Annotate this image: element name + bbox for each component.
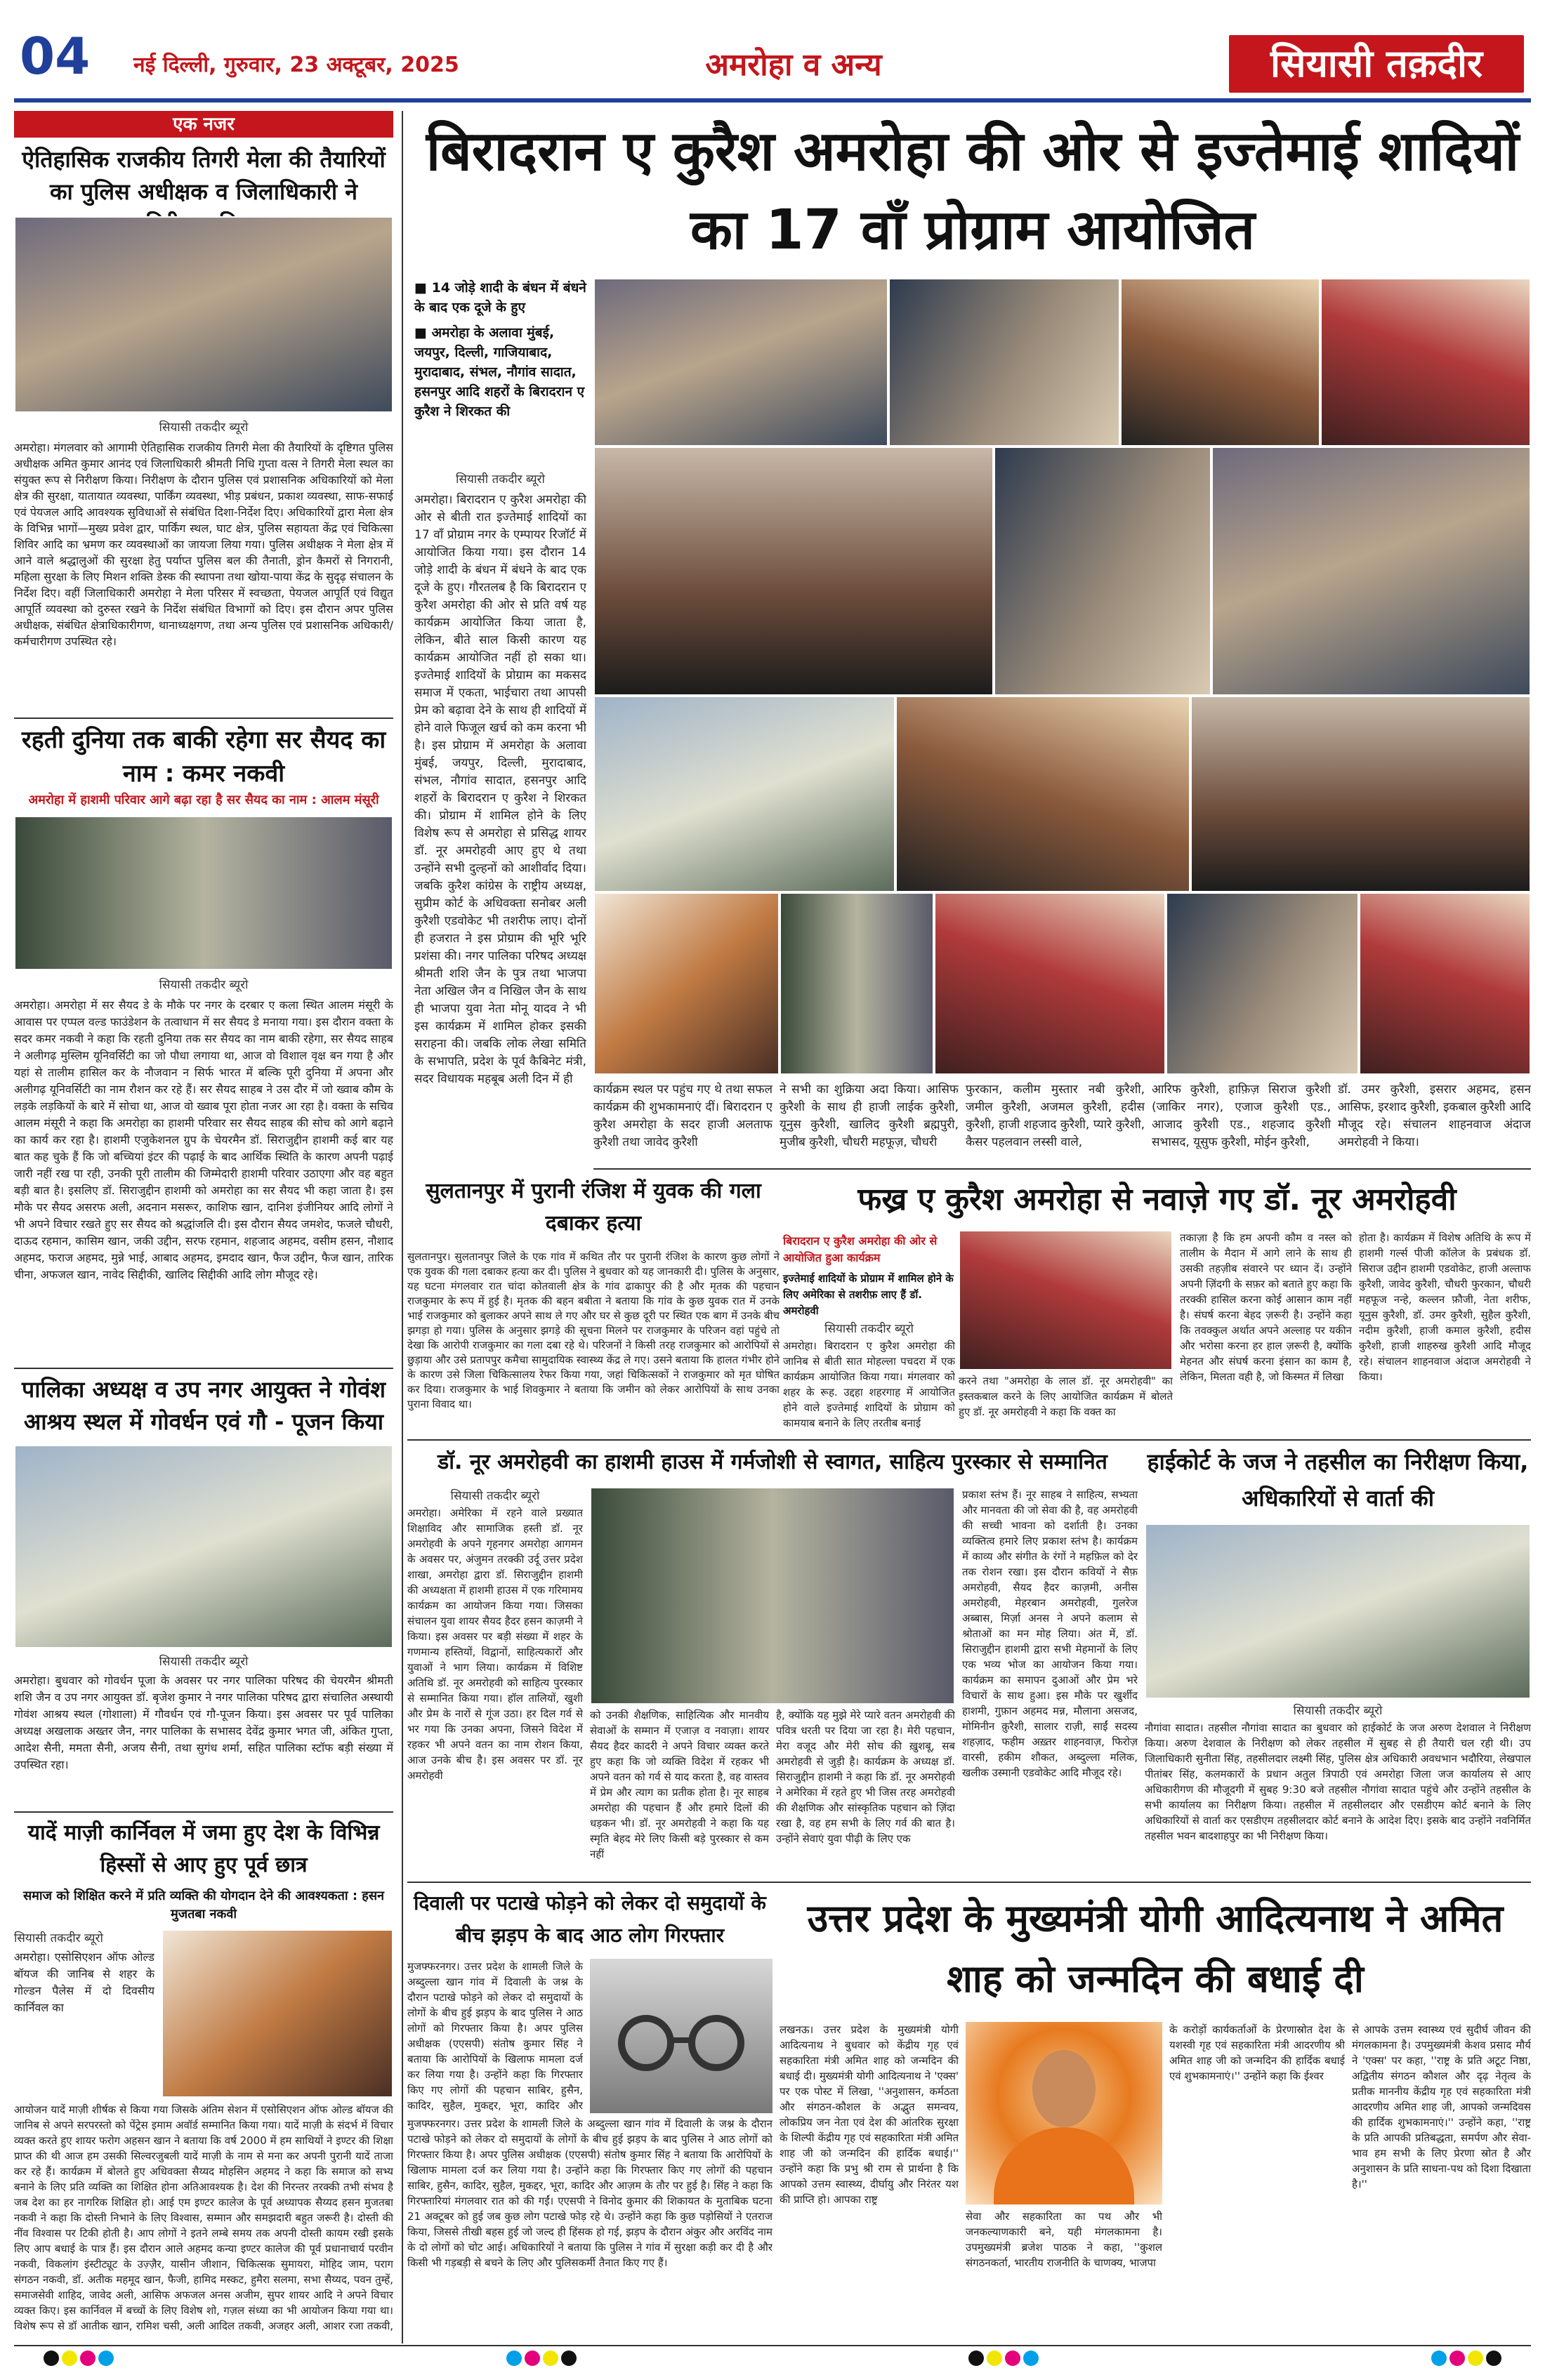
hashmi-body: अमरोहा। अमेरिका में रहने वाले प्रख्यात शिक्षाविद और सामाजिक हस्ती डॉ. नूर अमरोहवी के अपने गृहनगर अमरोहा आगमन के अवसर पर, अंजुमन तरक्की उर्दू उत्तर प्रदेश शाखा, अमरोहा द्वारा डॉ. सिराजुद्दीन हाशमी की अध्यक्षता में हाशमी हाउस में एक गरिमामय कार्यक्रम का आयोजन किया गया। जिसका संचालन युवा शायर सैयद हैदर हसन काज़मी ने किया। इस अवसर पर बड़ी संख्या में शहर के गणमान्य हस्तियों, विद्वानों, साहित्यकारों और युवाओं ने भाग लिया। कार्यक्रम में विशिष्ट अतिथि डॉ. नूर अमरोहवी को साहित्य पुरस्कार से सम्मानित किया गया। हॉल तालियों, खुशी और प्रेम के नारों से गूंज उठा। हर दिल गर्व से भर गया कि उनका अपना, जिसने विदेश में रहकर भी अपने वतन का नाम रोशन किया, आज उनके बीच है। इस अवसर पर डॉ. नूर अमरोहवी — [407, 1507, 583, 1782]
main-col5: आरिफ कुरैशी, हाफ़िज़ सिराज कुरैशी (जाकिर नगर), एजाज कुरैशी एड., आजाद कुरैशी एड., शहजाद कुरैशी सभासद, यूसुफ कुरैशी, मोईन कुरैशी, — [1152, 1083, 1331, 1149]
tigri-headline: ऐतिहासिक राजकीय तिगरी मेला की तैयारियों का पुलिस अधीक्षक व जिलाधिकारी ने — [22, 146, 386, 205]
column-divider — [402, 111, 403, 2343]
fakhr-subhead-2: इज्तेमाई शादियों के प्रोग्राम में शामिल होने के लिए अमेरिका से तशरीफ़ लाए हैं डॉ. अमरोहवी — [783, 1272, 954, 1317]
high-court-headline: हाईकोर्ट के जज ने तहसील का निरीक्षण किया, अधिकारियों से वार्ता की — [1147, 1448, 1529, 1512]
color-swatch — [505, 2351, 578, 2369]
divider — [14, 1811, 393, 1813]
sultanpur-body: सुलतानपुर। सुलतानपुर जिले के एक गांव में कथित तौर पर पुरानी रंजिश के कारण कुछ लोगों ने एक युवक की गला दबाकर हत्या कर दी। पुलिस ने बुधवार को यह जानकारी दी। पुलिस के अनुसार, यह घटना मंगलवार रात चांदा कोतवाली क्षेत्र के गांव ढाकापुर की है और मृतक की पहचान राजकुमार के रूप में हुई है। मृतक की बहन बबीता ने बताया कि गांव के कुछ युवक रात में उनके भाई राजकुमार को बुलाकर अपने साथ ले गए और घर से कुछ दूरी पर स्थित एक बाग में उनके बीच झगड़ा हो गया। पुलिस के अनुसार झगड़े की सूचना मिलने पर राजकुमार के परिजन वहां पहुंचे तो देखा कि आरोपी राजकुमार का गला दबा रहे थे। परिजनों ने किसी तरह राजकुमार को आरोपियों से छुड़ाया और उसे प्रतापपुर कमैचा सामुदायिक स्वास्थ्य केंद्र ले गए। उसने बताया कि हालत गंभीर होने के कारण उसे जिला चिकित्सालय रेफर किया गया, जहां चिकित्सकों ने राजकुमार को मृत घोषित कर दिया। राजकुमार के भाई शिवकुमार ने बताया कि जमीन को लेकर आरोपियों के साथ उनका पुराना विवाद था। — [407, 1250, 780, 1410]
palika-body: अमरोहा। बुधवार को गोवर्धन पूजा के अवसर पर नगर पालिका परिषद की चेयरमैन श्रीमती शशि जैन व उप नगर आयुक्त डॉ. बृजेश कुमार ने नगर पालिका परिषद द्वारा संचालित अस्थायी गोवंश आश्रय स्थल (गोशाला) में गौवर्धन एवं गौ-पूजन किया। इस अवसर पर पूर्व पालिका अध्यक्ष अखलाक अख्तर जैन, नगर पालिका के सभासद देवेंद्र कुमार भगत जी, अंकित गुप्ता, आदेश सैनी, ममता सैनी, अजय सैनी, तथा सुगंध शर्मा, सहित पालिका स्टॉफ बड़ी संख्या में उपस्थित रहा। — [14, 1674, 393, 1771]
divider — [14, 1368, 393, 1369]
carnival-headline: यादें माज़ी कार्निवल में जमा हुए देश के विभिन्न हिस्सों से आए हुए पूर्व छात्र — [27, 1820, 380, 1877]
wedding-photo — [895, 696, 1190, 892]
main-headline: बिरादरान ए कुरैश अमरोहा की ओर से इज्तेमाई शादियों का 17 वाँ प्रोग्राम आयोजित — [426, 120, 1520, 262]
wedding-photo — [1120, 278, 1320, 447]
hashmi-photo — [590, 1487, 955, 1705]
portrait-head — [1032, 2050, 1096, 2127]
tigri-credit: सियासी तकदीर ब्यूरो — [159, 421, 249, 435]
fakhr-subhead: बिरादरान ए कुरैश अमरोहा की ओर से आयोजित हुआ कार्यक्रम — [783, 1234, 938, 1264]
section-title: अमरोहा व अन्य — [705, 47, 882, 83]
palika-photo — [14, 1445, 393, 1648]
main-col6: डॉ. उमर कुरैशी, इसरार अहमद, हसन आसिफ, इरशाद कुरैशी, इकबाल कुरैशी आदि मौजूद रहे। संचालन शाहनवाज अंदाज अमरोहवी ने किया। — [1338, 1083, 1531, 1149]
wedding-photo — [1190, 696, 1531, 892]
yogi-col2: सेवा और सहकारिता का पथ और भी जनकल्याणकारी बने, यही मंगलकामना है। उपमुख्यमंत्री ब्रजेश पाठक ने कहा, ''कुशल संगठनकर्ता, भारतीय राजनीति के चाणक्य, भाजपा — [966, 2210, 1162, 2269]
bullet-item: ■ 14 जोड़े शादी के बंधन में बंधने के बाद एक दूजे के हुए — [414, 280, 586, 315]
divider — [593, 1168, 1531, 1170]
chain-icon — [667, 2037, 695, 2043]
fakhr-headline: फख्र ए कुरैश अमरोहा से नवाज़े गए डॉ. नूर अमरोहवी — [857, 1182, 1457, 1217]
masthead — [0, 0, 1545, 105]
bullet-text: 14 जोड़े शादी के बंधन में बंधने के बाद एक दूजे के हुए — [414, 280, 586, 315]
wedding-photo — [593, 696, 895, 892]
wedding-photo — [1211, 447, 1531, 696]
main-credit: सियासी तकदीर ब्यूरो — [456, 472, 545, 487]
portrait-robe — [994, 2127, 1134, 2204]
handcuff-icon — [618, 2015, 674, 2071]
sir-syed-subhead: अमरोहा में हाशमी परिवार आगे बढ़ा रहा है सर सैयद का नाम : आलम मंसूरी — [28, 793, 379, 807]
hashmi-col3: है, क्योंकि यह मुझे मेरे प्यारे वतन अमरोहवी की पवित्र धरती पर दिया जा रहा है। मेरी पहचान, मेरा वजूद और मेरी सोच की ख़ुशबू, सब अमरोहवी से जुड़ी है। कार्यक्रम के अध्यक्ष डॉ. सिराजुद्दीन हाशमी ने कहा कि डॉ. नूर अमरोहवी ने अमेरिका में रहते हुए भी जिस तरह अमरोहवी की शैक्षणिक और सांस्कृतिक पहचान को ज़िंदा रखा है, वह हम सभी के लिए गर्व की बात है। उन्होंने सेवाएं युवा पीढ़ी के लिए एक — [776, 1709, 955, 1845]
high-court-photo — [1145, 1523, 1531, 1699]
wedding-photo — [1166, 892, 1359, 1075]
main-body: अमरोहा। बिरादरान ए कुरैश अमरोहा की ओर से बीती रात इज्तेमाई शादियों का 17 वाँ प्रोग्राम नगर के एम्पायर रिजॉर्ट में आयोजित किया गया। इस दौरान 14 जोड़े शादी के बंधन में बंधने के बाद एक दूजे के हुए। गौरतलब है कि बिरादरान ए कुरैश अमरोहा की ओर से प्रति वर्ष यह कार्यक्रम आयोजित किया जाता है, लेकिन, बीते साल किसी कारण यह कार्यक्रम आयोजित नहीं हो सका था। इज्तेमाई शादियों के प्रोग्राम का मकसद समाज में एकता, भाईचारा तथा आपसी प्रेम को बढ़ावा देने के साथ ही शादियों में होने वाले फिजूल खर्च को कम करना भी है। इस प्रोग्राम में अमरोहा के अलावा मुंबई, जयपुर, दिल्ली, मुरादाबाद, संभल, नौगांव सादात, हसनपुर आदि शहरों के बिरादरान ए कुरैश ने शिरकत की। प्रोग्राम में शामिल होने के लिए विशेष रूप से अमरोहा से प्रसिद्ध शायर डॉ. नूर अमरोहवी आए हुए थे तथा उन्होंने सभी दुल्हनों को आशीर्वाद दिया। जबकि कुरैश कांग्रेस के राष्ट्रीय अध्यक्ष, सुप्रीम कोर्ट के अधिवक्ता सनोबर अली कुरैशी एडवोकेट भी तशरीफ लाए। दोनों ही हजरात ने इस प्रोग्राम की भूरि भूरि प्रशंसा की। नगर पालिका परिषद अध्यक्ष श्रीमती शशि जैन के पुत्र तथा भाजपा नेता अखिल जैन व निखिल जैन के साथ ही भाजपा युवा नेता मोनू यादव ने भी इस कार्यक्रम में शामिल होकर इसकी सराहना की। जबकि लोक लेखा समिति के सभापति, प्रदेश के पूर्व कैबिनेट मंत्री, सदर विधायक महबूब अली दिन में ही — [414, 493, 586, 1086]
yogi-headline: उत्तर प्रदेश के मुख्यमंत्री योगी आदित्यनाथ ने अमित शाह को जन्मदिन की बधाई दी — [807, 1896, 1504, 2001]
hashmi-col4: प्रकाश स्तंभ हैं। नूर साहब ने साहित्य, सभ्यता और मानवता की जो सेवा की है, वह अमरोहवी की सच्ची भावना को दर्शाती है। उनका व्यक्तित्व हमारे लिए प्रकाश स्तंभ है। कार्यक्रम में काव्य और संगीत के रंगों ने महफ़िल को देर तक रोशन रखा। इस दौरान कवियों ने सैफ़ अमरोहवी, सैयद हैदर काज़मी, अनीस अमरोहवी, मेहरबान अमरोहवी, गुलरेज अब्बास, मिर्ज़ा अनस ने अपने कलाम से श्रोताओं का मन मोह लिया। अंत में, डॉ. सिराजुद्दीन हाशमी द्वारा सभी मेहमानों के लिए एक भव्य भोज का आयोजन किया गया। कार्यक्रम का समापन दुआओं और प्रेम भरे विचारों के साथ हुआ। इस मौके पर खुर्शीद हाशमी, गुफ़ान अहमद मन्न, मौलाना असजद, मोमिनीन क़ुरैशी, सालार राज़ी, साईं सदस्य शहज़ाद, फहीम अख़्तर शाहनवाज़, फिरोज़ वारसी, हकीम शौकत, अब्दुल्ला मलिक, खलीक उस्मानी एडवोकेट आदि मौजूद रहे। — [962, 1488, 1138, 1779]
carnival-credit: सियासी तकदीर ब्यूरो — [14, 1931, 103, 1945]
palika-credit: सियासी तकदीर ब्यूरो — [159, 1655, 249, 1669]
bullet-item: ■ अमरोहा के अलावा मुंबई, जयपुर, दिल्ली, गाजियाबाद, मुरादाबाद, संभल, नौगांव सादात, हसनपुर आदि शहरों के बिरादरान ए कुरैश ने शिरकत की — [414, 325, 585, 419]
yogi-body: लखनऊ। उत्तर प्रदेश के मुख्यमंत्री योगी आदित्यनाथ ने बुधवार को केंद्रीय गृह एवं सहकारिता मंत्री अमित शाह को जन्मदिन की बधाई दी। मुख्यमंत्री योगी आदित्यनाथ ने 'एक्स' पर एक पोस्ट में लिखा, ''अनुशासन, कर्मठता और संगठन-कौशल के अद्भुत समन्वय, लोकप्रिय जन नेता एवं देश की आंतरिक सुरक्षा के शिल्पी केंद्रीय गृह एवं सहकारिता मंत्री अमित शाह जी को जन्मदिन की हार्दिक बधाई।'' उन्होंने कहा कि प्रभु श्री राम से प्रार्थना है कि आपको उत्तम स्वास्थ्य, दीर्घायु और निरंतर यश की प्राप्ति हो। आपका राष्ट्र — [780, 2023, 959, 2206]
print-register-bar — [14, 2345, 1531, 2373]
sultanpur-headline: सुलतानपुर में पुरानी रंजिश में युवक की गला दबाकर हत्या — [426, 1179, 761, 1236]
main-col3: ने सभी का शुक्रिया अदा किया। आसिफ कुरैशी के साथ ही हाजी लाईक कुरैशी, यूनुस कुरैशी, खालिद कुरैशी ब्रह्मपुरी, मुजीब कुरैशी, चौधरी महफूज़, चौधरी — [780, 1083, 959, 1149]
hashmi-headline: डॉ. नूर अमरोहवी का हाशमी हाउस में गर्मजोशी से स्वागत, साहित्य पुरस्कार से सम्मानित — [438, 1450, 1107, 1474]
ek-nazar-tag: एक नजर — [14, 111, 393, 138]
wedding-photo — [593, 278, 888, 447]
wedding-photo — [934, 892, 1166, 1075]
diwali-body-b: मुजफ्फरनगर। उत्तर प्रदेश के शामली जिले के अब्दुल्ला खान गांव में दिवाली के जश्न के दौरान पटाखे फोड़ने को लेकर दो समुदायों के लोगों के बीच हुई झड़प के बाद पुलिस ने आठ लोगों को गिरफ्तार किया है। अपर पुलिस अधीक्षक (एएसपी) संतोष कुमार सिंह ने बताया कि आरोपियों के खिलाफ मामला दर्ज कर लिया गया है। उन्होंने कहा कि गिरफ्तार किए गए लोगों की पहचान साबिर, हुसैन, कादिर, सुहैल, मुकद्दर, भूरा, कादिर और आज़म के तौर पर हुई है। सिंह ने कहा कि गिरफ्तारियां मंगलवार रात को की गईं। एएसपी ने विनोद कुमार की शिकायत के मुताबिक घटना 21 अक्टूबर को हुई जब कुछ लोग पटाखे फोड़ रहे थे। उन्होंने कहा कि कुछ पड़ोसियों ने एतराज किया, जिससे तीखी बहस हुई जो जल्द ही हिंसक हो गई, झड़प के दौरान अंकुर और अरविंद नाम के दो लोगों को चोट आई। अधिकारियों ने बताया कि पुलिस ने गांव में सुरक्षा कड़ी कर दी है और किसी भी गड़बड़ी से बचने के लिए और पुलिसकर्मी तैनात किए गए हैं। — [407, 2117, 772, 2269]
palika-headline: पालिका अध्यक्ष व उप नगर आयुक्त ने गोवंश आश्रय स्थल में गोवर्धन एवं गौ - पूजन किया — [22, 1376, 386, 1435]
carnival-body: आयोजन यादें माज़ी शीर्षक से किया गया जिसके अंतिम सेशन में एसोसिएशन ऑफ ओल्ड बॉयज की जानिब से अपने सरपरस्तो को पेंट्रेस इमाम अवॉर्ड सम्मानित किया गया। यादें माज़ी के संदर्भ में विचार व्यक्त करते हुए शायर फरोग अहसन खान ने बताया कि वर्ष 2000 में हम साथियों ने इण्टर की शिक्षा प्राप्त की थी आज हम उसकी सिल्वरजुबली यादें माज़ी के नाम से मना कर अपनी पुरानी यादें ताजा कर रहे हैं। कार्यक्रम में बोलते हुए अधिवक्ता सैय्यद मोहसिन अहमद ने कहा कि समाज को सभ्य बनाने के लिए प्रति व्यक्ति का शिक्षित होना अतिआवश्यक है। देश की निरन्तर तरक्की तभी संभव है जब देश का हर नागरिक शिक्षित हो। आई एम इण्टर कालेज के पूर्व अध्यापक सैय्यद हसन मुजतबा नकवी ने कहा कि दोस्ती निभाने के लिए विश्वास, सम्मान और समझदारी बहुत जरूरी है। दोस्ती की नींव विश्वास पर टिकी होती है। आप लोगों ने इतने लम्बे समय तक अपनी दोस्ती कायम रखी इसके लिए आप बधाई के पात्र हैं। इस दौरान आले अहमद कन्या इण्टर कालेज की पूर्व प्रधानाचार्य परवीन नकवी, विकलांग इंस्टीट्यूट के उज़्ज़ैर, यासीन जीशान, चिकित्सक सुमायरा, मोहिद जाम, पराग संगठन नकवी, डॉ. अतीक महमूद खान, फैजी, हामिद मस्कट, हुमैरा सलमा, सभा सैय्यद, पवन तुम्हें, समाजसेवी शाहिद, जावेद अली, आसिफ अफजल अनस अजीम, सुपर शायर आदि ने अपने विचार व्यक्त किए। इस कार्निवल में बच्चों के लिए विशेष शो, गज़ल संध्या का भी आयोजन किया गया था। विशेष रूप से डॉ आतीक खान, रामिश चसी, अली आदिल तकवी, अजहर अली, आशर रजा तकवी, — [14, 2103, 393, 2332]
main-bullets — [414, 278, 586, 461]
carnival-photo — [162, 1929, 393, 2098]
divider — [407, 1882, 1531, 1883]
carnival-subhead: समाज को शिक्षित करने में प्रति व्यक्ति की योगदान देने की आवश्यकता : हसन मुजतबा नकवी — [22, 1889, 385, 1922]
diwali-headline: दिवाली पर पटाखे फोड़ने को लेकर दो समुदायों के बीच झड़प के बाद आठ लोग गिरफ्तार — [414, 1891, 766, 1947]
carnival-body-top: अमरोहा। एसोसिएशन ऑफ ओल्ड बॉयज की जानिब से शहर के गोल्डन पैलेस में दो दिवसीय कार्निवल का — [14, 1950, 154, 2014]
wedding-photo — [1320, 278, 1531, 447]
handcuffs-photo — [590, 1959, 772, 2113]
wedding-photo — [1359, 892, 1531, 1075]
high-court-body: नौगांवा सादात। तहसील नौगांवा सादात का बुधवार को हाईकोर्ट के जज अरुण देशवाल ने निरीक्षण किया। अरुण देशवाल के निरीक्षण को लेकर तहसील में सुबह से ही तैयारी चल रही थी। उप जिलाधिकारी सुनीता सिंह, तहसीलदार लक्ष्मी सिंह, पुलिस क्षेत्र अधिकारी अवधभान भदौरिया, लेखपाल पीतांबर सिंह, कलमकारों के प्रधान अतुल त्रिपाठी एवं अमरोहा जिला जज कार्यालय से आए अधिकारीगण की मौजूदगी में सुबह 9:30 बजे तहसील नौगांवा सादात पहुंचे और उन्होंने तहसील के सभी कार्यालय का निरीक्षण किया। तहसील में तहसीलदार और एसडीएम कोर्ट बनाने के लिए अधिकारियों से वार्ता कर एसडीएम तहसीलदार कोर्ट बनाने के आदेश दिए। इसके बाद उन्होंने नवनिर्मित तहसील भवन बादशाहपुर का भी निरीक्षण किया। — [1145, 1721, 1531, 1842]
paper-name: सियासी तक़दीर — [1229, 35, 1524, 93]
wedding-photo — [593, 892, 780, 1075]
diwali-body-a: मुजफ्फरनगर। उत्तर प्रदेश के शामली जिले के अब्दुल्ला खान गांव में दिवाली के जश्न के दौरान पटाखे फोड़ने को लेकर दो समुदायों के लोगों के बीच हुई झड़प के बाद पुलिस ने आठ लोगों को गिरफ्तार किया है। अपर पुलिस अधीक्षक (एएसपी) संतोष कुमार सिंह ने बताया कि आरोपियों के खिलाफ मामला दर्ज कर लिया गया है। उन्होंने कहा कि गिरफ्तार किए गए लोगों की पहचान साबिर, हुसैन, कादिर, सुहैल, मुकद्दर, भूरा, कादिर और — [407, 1960, 583, 2112]
masthead-rule — [14, 98, 1531, 103]
yogi-portrait — [966, 2022, 1162, 2204]
wedding-photo — [780, 892, 934, 1075]
fakhr-credit: सियासी तकदीर ब्यूरो — [824, 1322, 914, 1336]
main-col2: कार्यक्रम स्थल पर पहुंच गए थे तथा सफल कार्यक्रम की शुभकामनाएं दीं। बिरादरान ए कुरैश अमरोहा के सदर हाजी अलताफ कुरैशी तथा जावेद कुरैशी — [593, 1083, 772, 1149]
sir-syed-photo — [14, 816, 393, 970]
main-col4: फुरकान, कलीम मुस्तार नबी कुरैशी, जमील कुरैशी, अजमल कुरैशी, हदीस कुरैशी, हाजी शहजाद कुरैशी, प्यारे कुरैशी, कैसर पहलवान लस्सी वाले, — [966, 1083, 1145, 1149]
yogi-col4: से आपके उत्तम स्वास्थ्य एवं सुदीर्घ जीवन की मंगलकामना है। उपमुख्यमंत्री केशव प्रसाद मौर्य ने 'एक्स' पर कहा, ''राष्ट्र के प्रति अटूट निष्ठा, अद्वितीय संगठन कौशल और दृढ़ नेतृत्व के प्रतीक माननीय केंद्रीय गृह एवं सहकारिता मंत्री आदरणीय अमित शाह जी, आपको जन्मदिवस की हार्दिक शुभकामनाएं।'' उन्होंने कहा, ''राष्ट्र के प्रति आपकी प्रतिबद्धता, समर्पण और सेवा-भाव हम सभी के लिए प्रेरणा स्रोत है और अनुशासन के प्रति साधना-पथ को दिशा दिखाता है।'' — [1352, 2023, 1531, 2190]
fakhr-body: अमरोहा। बिरादरान ए कुरैश अमरोहा की जानिब से बीती सात मोहल्ला पचदरा में एक कार्यक्रम आयोजित किया गया। मंगलवार को शहर के रूह. उद्दहा शहरगाह में आयोजित होने वाले इज्तेमाई शादियों के प्रोग्राम को कामयाब बनाने के लिए तरतीब बनाई — [783, 1340, 955, 1429]
sir-syed-credit: सियासी तकदीर ब्यूरो — [159, 978, 249, 992]
divider — [407, 1439, 1531, 1441]
fakhr-col3: तकाज़ा है कि हम अपनी कौम व नस्ल को तालीम के मैदान में आगे लाने के साथ ही उसकी तहज़ीब संवारने पर ध्यान दें। उन्होंने अपनी ज़िंदगी के सफ़र को बताते हुए कहा कि तरक्की हासिल करना कोई आसान काम नहीं है। संघर्ष करना बेहद ज़रूरी है। उन्होंने कहा कि तवक्कुल अर्थात अपने अल्लाह पर यकीन और भरोसा करना हर हाल ज़रूरी है, क्योंकि मेहनत और संघर्ष करना इंसान का काम है, लेकिन, मिलता वही है, जो किस्मत में लिखा — [1180, 1231, 1352, 1383]
color-swatch — [1430, 2351, 1503, 2369]
wedding-photo — [888, 278, 1120, 447]
sir-syed-headline: रहती दुनिया तक बाकी रहेगा सर सैयद का नाम : कमर नकवी — [21, 726, 386, 788]
color-swatch — [42, 2351, 115, 2369]
page-number: 04 — [20, 27, 91, 86]
divider — [14, 718, 393, 719]
fakhr-col2: करने तथा "अमरोहा के लाल डॉ. नूर अमरोहवी" का इस्तकबाल करने के लिए आयोजित कार्यक्रम में बोलते हुए डॉ. नूर अमरोहवी ने कहा कि वक्त का — [959, 1375, 1173, 1418]
color-swatch — [967, 2351, 1040, 2369]
fakhr-photo — [959, 1230, 1173, 1370]
wedding-photo — [994, 447, 1211, 696]
sir-syed-body: अमरोहा। अमरोहा में सर सैयद डे के मौके पर नगर के दरबार ए कला स्थित आलम मंसूरी के आवास पर एप्पल वल्ड फाउंडेशन के तत्वाधान में सर सैयद डे मनाया गया। इस दौरान वक्ता के सदर कमर नकवी ने कहा कि रहती दुनिया तक सर सैयद का नाम बाकी रहेगा, सर सैयद साहब ने अलीगढ़ मुस्लिम यूनिवर्सिटी का जो पौधा लगाया था, आज वो विशाल वृक्ष बन गया है और यहां से तालीम हासिल कर के नौजवान न सिर्फ भारत में बल्कि पूरी दुनिया में अपना और अलीगढ़ यूनिवर्सिटी का नाम रौशन कर रहे हैं। सर सैयद साहब ने उस दौर में जो ख्वाब कौम के लड़के लड़कियों के बारे में सोचा था, आज वो ख्वाब पूरा होता नजर आ रहा है। वक्ता के सचिव आलम मंसूरी ने कहा कि अमरोहा का हाशमी परिवार सर सैयद साहब की सोच को आगे बढ़ाने का कार्य कर रहा है। हाशमी एजुकेशनल ग्रुप के चेयरमैन डॉ. सिराजुद्दीन हाशमी कई बार यह बात कह चुके हैं कि जो बच्चियां इंटर की पढ़ाई के बाद आर्थिक स्थिति के कारण अपनी पढ़ाई जारी नहीं रख पा रही, उनकी पूरी तालीम की जिम्मेदारी हाशमी परिवार उठाएगा और वह बहुत बड़ी बात है। इसलिए डॉ. सिराजुद्दीन हाशमी को अमरोहा का सर सैयद भी कहा जाता है। इस मौके पर सैयद असरफ अली, अदनान मसरूर, काशिफ खान, दानिश इंजीनियर आदि लोगों ने भी अपने विचार रखते हुए सर सैयद को श्रद्धांजलि दी। इस दौरान सैयद जमशेद, फजले चौधरी, दाऊद रहमान, कासिम खान, जकी उद्दीन, सरफ रहमान, शहजाद अहमद, वसीम हसन, नौशाद अहमद, फराज अहमद, मुन्ने भाई, आबाद अहमद, इमदाद खान, फैज उद्दीन, फैज खान, तारिक चीना, अफजल खान, नावेद सिद्दीकी, खालिद सिद्दीकी आदि लोग मौजूद रहे। — [14, 998, 393, 1281]
handcuff-icon — [688, 2015, 744, 2071]
wedding-photo — [593, 447, 994, 696]
dateline: नई दिल्ली, गुरुवार, 23 अक्टूबर, 2025 — [133, 53, 459, 77]
hashmi-col2: को उनकी शैक्षणिक, साहित्यिक और मानवीय सेवाओं के सम्मान में एजाज़ व नवाज़ा। शायर सैयद हैदर कादरी ने अपने विचार व्यक्त करते हुए कहा कि जो व्यक्ति विदेश में रहकर भी अपने वतन को गर्व से याद करता है, वह वास्तव में प्रेम और त्याग का प्रतीक होता है। नूर साहब अमरोहा की पहचान हैं और हमारे दिलों की धड़कन भी। डॉ. नूर अमरोहवी ने कहा कि यह स्मृति बेहद मेरे लिए किसी बड़े पुरस्कार से कम नहीं — [590, 1709, 769, 1860]
bullet-text: अमरोहा के अलावा मुंबई, जयपुर, दिल्ली, गाजियाबाद, मुरादाबाद, संभल, नौगांव सादात, हसनपुर आदि शहरों के बिरादरान ए कुरैश ने शिरकत की — [414, 325, 585, 419]
fakhr-col4: होता है। कार्यक्रम में विशेष अतिथि के रूप में हाशमी गर्ल्स पीजी कॉलेज के प्रबंधक डॉ. सिराज उद्दीन हाशमी एडवोकेट, हाजी अल्ताफ कुरैशी, जावेद कुरैशी, चौधरी फुरकान, चौधरी महफूज नन्हे, कल्लन फ़ौजी, नेता शरीफ, यूनुस कुरैशी, डॉ. उमर कुरैशी, सुहैल कुरैशी, नदीम कुरैशी, हाजी कमाल कुरैशी, हदीस कुरैशी, हाजी शाहरुख कुरैशी आदि मौजूद रहे। संचालन शाहनवाज अंदाज अमरोहवी ने किया। — [1359, 1231, 1531, 1383]
yogi-col3: के करोड़ों कार्यकर्ताओं के प्रेरणास्रोत देश के यशस्वी गृह एवं सहकारिता मंत्री आदरणीय श्री अमित शाह जी को जन्मदिन की हार्दिक बधाई एवं शुभकामनाएं।'' उन्होंने कहा कि ईश्वर — [1169, 2023, 1345, 2082]
tigri-body: अमरोहा। मंगलवार को आगामी ऐतिहासिक राजकीय तिगरी मेला की तैयारियों के दृष्टिगत पुलिस अधीक्षक अमित कुमार आनंद एवं जिलाधिकारी श्रीमती निधि गुप्ता वत्स ने तिगरी मेला स्थल का संयुक्त रूप से निरीक्षण किया। निरीक्षण के दौरान पुलिस एवं प्रशासनिक अधिकारियों को मेला क्षेत्र की सुरक्षा, यातायात व्यवस्था, पार्किंग व्यवस्था, भीड़ प्रबंधन, प्रकाश व्यवस्था, साफ-सफाई एवं पेयजल आदि आवश्यक सुविधाओं से संबंधित दिशा-निर्देश दिए। अधिकारियों द्वारा मेला क्षेत्र के विभिन्न भागों—मुख्य प्रवेश द्वार, पार्किंग स्थल, घाट क्षेत्र, पुलिस सहायता केंद्र एवं चिकित्सा शिविर आदि का भ्रमण कर व्यवस्थाओं का जायजा लिया गया। पुलिस अधीक्षक ने मेला क्षेत्र में आने वाले श्रद्धालुओं की सुरक्षा हेतु पर्याप्त पुलिस बल की तैनाती, ड्रोन कैमरों से निगरानी, महिला सुरक्षा के लिए मिशन शक्ति डेस्क की स्थापना तथा खोया-पाया केंद्र के सुदृढ़ संचालन के निर्देश दिए। वहीं जिलाधिकारी अमरोहा ने मेला परिसर में स्वच्छता, पेयजल आपूर्ति एवं विद्युत आपूर्ति व्यवस्था को दुरुस्त रखने के निर्देश संबंधित विभागों को दिए। इस दौरान अपर पुलिस अधीक्षक, संबंधित क्षेत्राधिकारीगण, थानाध्यक्षगण, तथा अन्य पुलिस एवं प्रशासनिक अधिकारी/कर्मचारीगण उपस्थित रहे। — [14, 441, 393, 648]
high-court-credit: सियासी तकदीर ब्यूरो — [1293, 1704, 1383, 1718]
tigri-photo — [14, 216, 393, 413]
hashmi-credit: सियासी तकदीर ब्यूरो — [450, 1489, 540, 1503]
